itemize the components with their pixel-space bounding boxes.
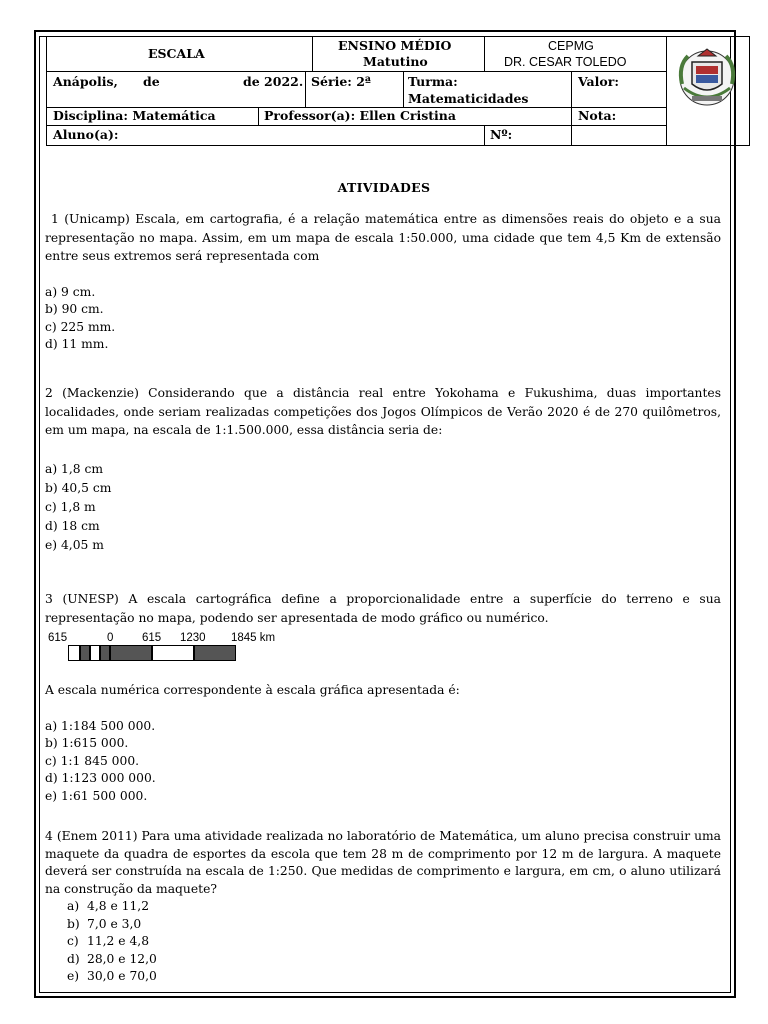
scale-label: 615 (48, 632, 68, 644)
question-4-text: 4 (Enem 2011) Para uma atividade realizada no laboratório de Matemática, um aluno precisa construir uma maquete da quadra de esportes da escola que tem 28 m de comprimento por 12 m de largura. A maquete deverá ser construída na escala de 1:250. Que medidas de comprimento e largura, em cm, o aluno utilizará na construção da maquete? (45, 829, 721, 896)
scale-label: 0 (107, 632, 114, 644)
header-numero: Nº: (490, 127, 513, 142)
header-escala: ESCALA (148, 46, 205, 61)
question-2-option: a) 1,8 cm (45, 461, 104, 476)
question-2-text: 2 (Mackenzie) Considerando que a distância real entre Yokohama e Fukushima, duas importantes localidades, onde seriam realizadas competições dos Jogos Olímpicos de Verão 2020 é de 270 quilômetros, em um mapa, na escala de 1:1.500.000, essa distância seria de: (45, 386, 721, 437)
school-name-line2: DR. CESAR TOLEDO (504, 55, 627, 69)
header-rule (666, 36, 667, 146)
question-3-text: 3 (UNESP) A escala cartográfica define a proporcionalidade entre a superfície do terreno e sua representação no mapa, podendo ser apresentada de modo gráfico ou numérico. (45, 592, 721, 625)
header-rule (403, 71, 404, 108)
header-aluno: Aluno(a): (53, 127, 119, 142)
scale-segment (152, 645, 194, 661)
header-serie: Série: 2ª (311, 74, 372, 89)
header-rule (484, 125, 485, 146)
scale-segment (80, 645, 90, 661)
question-3-option: c) 1:1 845 000. (45, 753, 140, 768)
question-2-option: d) 18 cm (45, 519, 100, 534)
question-4-option: e) 30,0 e 70,0 (67, 969, 157, 983)
header-rule (46, 125, 666, 126)
question-2-option: b) 40,5 cm (45, 480, 112, 495)
question-1-text: 1 (Unicamp) Escala, em cartografia, é a relação matemática entre as dimensões reais do objeto e a sua representação no mapa. Assim, em um mapa de escala 1:50.000, uma cidade que tem 4,5 Km de extensão entre seus extremos será representada com (45, 212, 721, 263)
question-1-option: b) 90 cm. (45, 302, 104, 316)
header-rule (305, 71, 306, 108)
scale-label: 1845 km (231, 632, 276, 644)
question-2-option: e) 4,05 m (45, 538, 104, 553)
header-nota: Nota: (578, 108, 617, 123)
header-city: Anápolis, (53, 74, 118, 89)
school-name-line1: CEPMG (548, 39, 594, 53)
header-disciplina: Disciplina: Matemática (53, 108, 216, 123)
scale-segment (68, 645, 80, 661)
scale-segment (194, 645, 236, 661)
scale-segment (90, 645, 100, 661)
question-1-option: c) 225 mm. (45, 319, 116, 334)
question-3-option: e) 1:61 500 000. (45, 788, 148, 803)
header-rule (258, 107, 259, 126)
question-3-option: b) 1:615 000. (45, 736, 129, 750)
header-turma-label: Turma: (408, 74, 458, 89)
question-2 (45, 384, 721, 556)
question-3-choices (45, 681, 721, 805)
school-crest-icon (674, 44, 740, 110)
header-turma-value: Matematicidades (408, 91, 529, 106)
question-4-option: d) 28,0 e 12,0 (67, 951, 157, 966)
question-2-option: c) 1,8 m (45, 499, 96, 514)
header-turno: Matutino (363, 54, 428, 69)
question-1 (45, 210, 721, 354)
header-rule (484, 36, 485, 72)
header-rule (46, 71, 666, 72)
header-rule (571, 71, 572, 146)
question-1-option: d) 11 mm. (45, 337, 109, 351)
question-1-option: a) 9 cm. (45, 284, 96, 299)
header-de: de (143, 74, 160, 89)
scale-label: 615 (142, 632, 162, 644)
header-rule (312, 36, 313, 72)
question-3-prompt: A escala numérica correspondente à escala gráfica apresentada é: (45, 683, 460, 697)
question-4-option: a) 4,8 e 11,2 (67, 899, 150, 913)
header-professor: Professor(a): Ellen Cristina (264, 108, 456, 123)
question-3-option: a) 1:184 500 000. (45, 718, 156, 733)
header-valor: Valor: (578, 74, 619, 89)
question-3-option: d) 1:123 000 000. (45, 771, 156, 785)
scale-label: 1230 (180, 632, 206, 644)
header-ensino: ENSINO MÉDIO (338, 38, 452, 53)
scale-segment (110, 645, 152, 661)
question-4-option: b) 7,0 e 3,0 (67, 916, 142, 931)
page-title: ATIVIDADES (337, 180, 431, 195)
scale-segment (100, 645, 110, 661)
question-4 (45, 828, 721, 986)
header-year: de 2022. (243, 74, 304, 89)
question-4-option: c) 11,2 e 4,8 (67, 934, 150, 948)
question-3 (45, 590, 721, 627)
question-4-options (45, 898, 721, 986)
